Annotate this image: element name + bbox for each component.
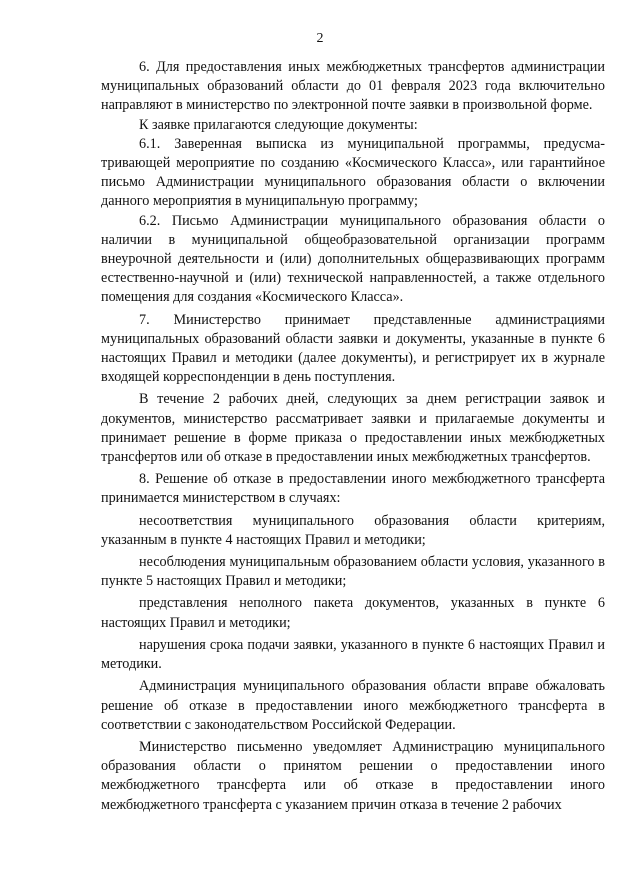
refusal-reason-3: представления неполного пакета документов, указанных в пункте 6 настоящих Правил и методики; (101, 595, 605, 631)
page-number: 2 (316, 31, 324, 46)
paragraph-6: 6. Для предоставления иных межбюджетных трансфертов администрации муниципальных образований области до 01 февраля 2023 года включительно направляют в министерство по электронной почте заявки в произвольной форме. (101, 59, 605, 114)
paragraph-review: В течение 2 рабочих дней, следующих за днем регистрации заявок и документов, министерство рассматривает заявки и прилагаемые документы и принимает решение в форме приказа о предоставлении иных межбюджетных трансфертов или об отказе в предоставлении иных межбюджетных трансфертов. (101, 391, 605, 466)
document-body (101, 58, 605, 815)
paragraph-notification: Министерство письменно уведомляет Администрацию муниципального образования области о принятом решении о предоставлении иного межбюджетного трансферта или об отказе в предоставлении иного межбюджетного трансферта с указанием причин отказа в течение 2 рабочих (101, 738, 605, 813)
paragraph-6-2: 6.2. Письмо Администрации муниципального образования области о наличии в муниципальной общеобразовательной организации программ внеурочной деятельности и (или) дополнительных общеразвивающих программ естественно-научной и (или) технической направленностей, а также отдельного помещения для создания «Космического Класса». (101, 212, 605, 306)
paragraph-8: 8. Решение об отказе в предоставлении иного межбюджетного трансферта принимается министерством в случаях: (101, 471, 605, 507)
refusal-reason-4: нарушения срока подачи заявки, указанного в пункте 6 настоящих Правил и методики. (101, 636, 605, 673)
paragraph-6-1: 6.1. Заверенная выписка из муниципальной программы, предусматривающей мероприятие по созданию «Космического Класса», или гарантийное письмо Администрации муниципального образования области о включении данного мероприятия в муниципальную программу; (101, 135, 605, 210)
paragraph-attachments-intro: К заявке прилагаются следующие документы: (139, 116, 418, 133)
refusal-reason-1: несоответствия муниципального образования области критериям, указанным в пункте 4 настоящих Правил и методики; (101, 512, 605, 548)
paragraph-7: 7. Министерство принимает представленные администрациями муниципальных образований области заявки и документы, указанные в пункте 6 настоящих Правил и методики (далее документы), и регистрирует их в журнале входящей корреспонденции в день поступления. (101, 311, 605, 386)
paragraph-appeal: Администрация муниципального образования области вправе обжаловать решение об отказе в предоставлении иного межбюджетного трансферта в соответствии с законодательством Российской Федерации. (101, 678, 605, 733)
refusal-reason-2: несоблюдения муниципальным образованием области условия, указанного в пункте 5 настоящих Правил и методики; (101, 554, 605, 590)
